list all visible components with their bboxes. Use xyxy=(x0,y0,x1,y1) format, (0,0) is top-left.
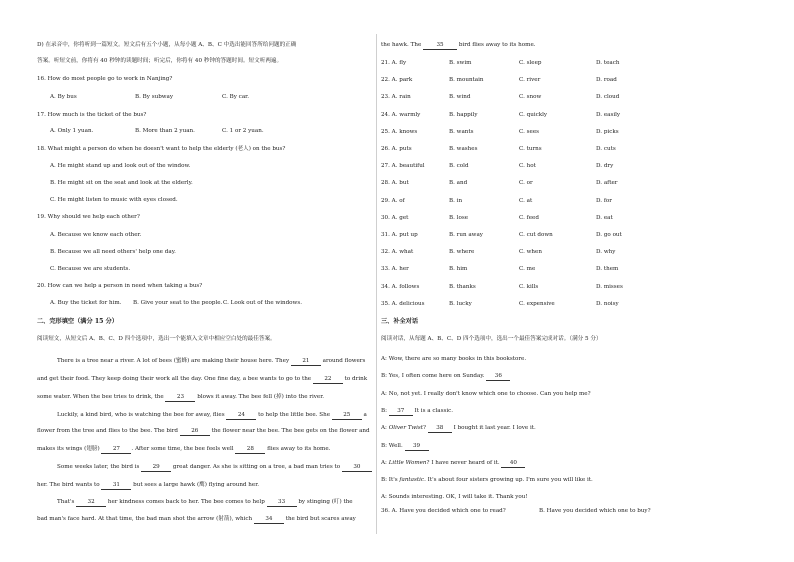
passage-text: the flower near the bee. The bee gets on the flower and xyxy=(209,428,370,434)
q19-option-a: A. Because we know each other. xyxy=(50,232,142,238)
option-31-d: D. go out xyxy=(596,232,622,238)
option-32-d: D. why xyxy=(596,249,616,256)
dialog-line xyxy=(381,460,525,468)
passage-line xyxy=(37,394,324,402)
dialog-text: It is a classic. xyxy=(412,407,454,414)
option-26-a: 26. A. puts xyxy=(381,146,412,152)
option-28-c: C. or xyxy=(519,180,533,187)
passage-line xyxy=(57,358,365,366)
option-21-a: 21. A. fly xyxy=(381,60,407,66)
q36-option-b: B. Have you decided which one to buy? xyxy=(539,508,651,514)
dialog-text: A: Sounds interesting. OK, I will take it. Thank you! xyxy=(381,494,528,501)
question-17-stem: 17. How much is the ticket of the bus? xyxy=(37,112,147,118)
passage-text: to drink xyxy=(342,376,368,382)
blank-30[interactable]: 30 xyxy=(342,464,372,472)
dialog-text: A: No, not yet. I really don't know which one to choose. Can you help me? xyxy=(381,390,591,397)
option-32-a: 32. A. what xyxy=(381,249,414,256)
option-28-b: B. and xyxy=(449,180,468,187)
blank-22[interactable]: 22 xyxy=(313,376,343,384)
passage-text: great danger. As she is sitting on a tree, a bad man tries to xyxy=(171,464,342,470)
passage-line xyxy=(37,428,370,436)
q20-option-c: C. Look out of the windows. xyxy=(223,300,302,306)
question-20-stem: 20. How can we help a person in need when taking a bus? xyxy=(37,283,203,289)
passage-text: to help the little bee. She xyxy=(256,412,332,418)
passage-line xyxy=(37,446,330,454)
option-34-d: D. misses xyxy=(596,283,623,290)
blank-21[interactable]: 21 xyxy=(291,358,321,366)
option-24-b: B. happily xyxy=(449,111,478,118)
blank-29[interactable]: 29 xyxy=(141,464,171,472)
blank-36[interactable]: 36 xyxy=(486,373,510,381)
dialog-text: ? I have never heard of it. xyxy=(426,459,502,466)
passage-text: a xyxy=(361,412,367,418)
dialog-text: B: Yes, I often come here on Sunday. xyxy=(381,373,487,380)
option-27-a: 27. A. beautiful xyxy=(381,163,425,170)
passage-text: but sees a large hawk (鹰) flying around her. xyxy=(131,482,260,488)
option-33-a: 33. A. her xyxy=(381,266,409,273)
passage-line xyxy=(37,376,367,384)
question-19-stem: 19. Why should we help each other? xyxy=(37,214,140,220)
passage-text: some water. When the bee tries to drink, the xyxy=(37,394,166,400)
passage-continuation: the hawk. The 35 bird flies away to its home. xyxy=(381,42,536,48)
option-26-c: C. turns xyxy=(519,146,542,152)
dialog-text: B: It's xyxy=(381,477,400,484)
option-33-c: C. me xyxy=(519,266,536,273)
column-divider xyxy=(376,34,377,534)
q17-option-c: C. 1 or 2 yuan. xyxy=(222,128,264,134)
option-27-d: D. dry xyxy=(596,163,614,170)
option-24-a: 24. A. warmly xyxy=(381,111,421,118)
blank-35[interactable]: 35 xyxy=(423,42,457,50)
blank-31[interactable]: 31 xyxy=(101,482,131,490)
q16-option-a: A. By bus xyxy=(50,94,77,100)
dialog-title-text: Little Women xyxy=(388,459,427,466)
section-2-instructions: 阅读短文，从短文后 A、B、C、D 四个选项中，选出一个能填入文章中相应空白处的最佳答案。 xyxy=(37,336,276,342)
q16-option-b: B. By subway xyxy=(135,94,174,100)
option-25-d: D. picks xyxy=(596,128,619,135)
dialog-title-text: fantastic xyxy=(399,477,425,484)
option-29-b: B. in xyxy=(449,197,463,204)
passage-line xyxy=(57,499,353,507)
blank-40[interactable]: 40 xyxy=(501,460,525,468)
option-28-d: D. after xyxy=(596,180,618,187)
section-3-title: 三、补全对话 xyxy=(381,318,419,325)
option-31-b: B. run away xyxy=(449,232,483,238)
option-22-a: 22. A. park xyxy=(381,77,413,84)
dialog-text: B: xyxy=(381,407,389,414)
passage-text: her. The bird wants to xyxy=(37,482,102,488)
passage-text: blows it away. The bee fell (掉) into the river. xyxy=(195,394,325,400)
dialog-line xyxy=(381,494,528,501)
option-30-a: 30. A. get xyxy=(381,214,409,221)
passage-text: flower from the tree and flies to the bee. The bird xyxy=(37,428,180,434)
q20-option-a: A. Buy the ticket for him. xyxy=(50,300,122,306)
option-30-d: D. eat xyxy=(596,214,613,221)
option-29-d: D. for xyxy=(596,197,612,204)
option-26-b: B. washes xyxy=(449,146,478,152)
option-21-b: B. swim xyxy=(449,60,472,66)
option-34-c: C. kills xyxy=(519,283,539,290)
option-34-a: 34. A. follows xyxy=(381,283,420,290)
option-33-d: D. them xyxy=(596,266,619,273)
blank-25[interactable]: 25 xyxy=(332,412,362,420)
dialog-text: . It's about four sisters growing up. I'm sure you will like it. xyxy=(424,477,593,484)
q20-option-b: B. Give your seat to the people. xyxy=(133,300,223,306)
option-35-b: B. lucky xyxy=(449,300,472,307)
blank-39[interactable]: 39 xyxy=(405,443,429,451)
option-34-b: B. thanks xyxy=(449,283,476,290)
dialog-line xyxy=(381,477,593,484)
blank-26[interactable]: 26 xyxy=(180,428,210,436)
q18-option-c: C. He might listen to music with eyes closed. xyxy=(50,197,178,203)
option-22-b: B. mountain xyxy=(449,77,484,84)
passage-line xyxy=(57,412,367,420)
blank-38[interactable]: 38 xyxy=(428,425,452,433)
blank-28[interactable]: 28 xyxy=(235,446,265,454)
q18-option-a: A. He might stand up and look out of the window. xyxy=(50,163,191,169)
option-29-a: 29. A. of xyxy=(381,197,405,204)
section-3-instructions: 阅读对话，从每题 A、B、C、D 四个选项中，选出一个最佳答案完成对话。（满分 5 分） xyxy=(381,336,602,342)
blank-27[interactable]: 27 xyxy=(101,446,131,454)
blank-23[interactable]: 23 xyxy=(165,394,195,402)
option-32-b: B. where xyxy=(449,249,475,256)
passage-text: and get their food. They keep doing their work all the day. One fine day, a bee wants to go to the xyxy=(37,376,313,382)
option-27-c: C. hot xyxy=(519,163,536,170)
q18-option-b: B. He might sit on the seat and look at the elderly. xyxy=(50,180,193,186)
option-22-d: D. road xyxy=(596,77,617,84)
option-35-c: C. expensive xyxy=(519,300,555,307)
question-16-stem: 16. How do most people go to work in Nanjing? xyxy=(37,76,173,82)
dialog-text: A: Wow, there are so many books in this bookstore. xyxy=(381,356,527,362)
q17-option-a: A. Only 1 yuan. xyxy=(50,128,94,134)
blank-37[interactable]: 37 xyxy=(389,408,413,416)
dialog-line xyxy=(381,356,526,363)
option-26-d: D. cuts xyxy=(596,146,616,152)
option-32-c: C. when xyxy=(519,249,542,256)
dialog-text: B: Well. xyxy=(381,442,405,449)
option-28-a: 28. A. but xyxy=(381,180,409,187)
passage-line xyxy=(57,464,372,472)
q16-option-c: C. By car. xyxy=(222,94,249,100)
option-25-b: B. wants xyxy=(449,128,474,135)
blank-34[interactable]: 34 xyxy=(254,516,284,524)
option-31-a: 31. A. put up xyxy=(381,232,418,238)
option-23-a: 23. A. rain xyxy=(381,94,411,101)
dialog-line xyxy=(381,425,536,433)
q36-option-a: 36. A. Have you decided which one to read? xyxy=(381,508,506,514)
option-25-c: C. sees xyxy=(519,128,539,135)
option-30-c: C. feed xyxy=(519,214,539,221)
passage-text: her kindness comes back to her. The bee comes to help xyxy=(106,499,267,505)
passage-text: makes its wings (翅膀) xyxy=(37,446,102,452)
passage-text: the bird but scares away xyxy=(283,516,356,522)
dialog-text: A: xyxy=(381,459,389,466)
dialog-text: ? xyxy=(423,425,428,432)
dialog-line xyxy=(381,373,510,381)
option-25-a: 25. A. knows xyxy=(381,128,418,135)
passage-text: flies away to its home. xyxy=(265,446,331,452)
option-35-a: 35. A. delicious xyxy=(381,300,425,307)
question-18-stem: 18. What might a person do when he doesn't want to help the elderly (老人) on the bus? xyxy=(37,146,286,152)
passage-text: Luckily, a kind bird, who is watching the bee for away, flies xyxy=(57,412,227,418)
dialog-text: A: xyxy=(381,425,389,432)
passage-line xyxy=(37,482,259,490)
dialog-line xyxy=(381,443,429,451)
option-24-c: C. quickly xyxy=(519,111,548,118)
option-24-d: D. easily xyxy=(596,111,621,118)
q17-option-b: B. More than 2 yuan. xyxy=(135,128,195,134)
listening-instructions-1: D) 在录音中，你将听到一篇短文。短文后有五个小题，从每小题 A、B、C 中选出能回答所给问题的正确 xyxy=(37,42,297,48)
blank-32[interactable]: 32 xyxy=(76,499,106,507)
option-22-c: C. river xyxy=(519,77,541,84)
option-35-d: D. noisy xyxy=(596,300,619,307)
passage-text: bad man's face hard. At that time, the bad man shot the arrow (射箭), which xyxy=(37,516,254,522)
passage-line xyxy=(37,516,356,524)
q19-option-c: C. Because we are students. xyxy=(50,266,131,272)
option-29-c: C. at xyxy=(519,197,533,204)
option-33-b: B. him xyxy=(449,266,468,273)
option-23-c: C. snow xyxy=(519,94,542,101)
option-21-c: C. sleep xyxy=(519,60,542,66)
dialog-line xyxy=(381,408,453,416)
passage-text: . After some time, the bee feels well xyxy=(131,446,236,452)
listening-instructions-2: 答案。听短文前，你将有 40 秒钟的读题时间；听完后，你将有 40 秒钟的答题时间。短文听两遍。 xyxy=(37,58,283,64)
option-27-b: B. cold xyxy=(449,163,469,170)
passage-text: by stinging (叮) the xyxy=(296,499,353,505)
passage-text: around flowers xyxy=(320,358,366,364)
dialog-text: I bought it last year. I love it. xyxy=(451,425,536,432)
option-31-c: C. cut down xyxy=(519,232,553,238)
passage-text: Some weeks later, the bird is xyxy=(57,464,142,470)
option-23-b: B. wind xyxy=(449,94,471,101)
option-23-d: D. cloud xyxy=(596,94,620,101)
option-21-d: D. teach xyxy=(596,60,620,66)
option-30-b: B. lose xyxy=(449,214,469,221)
dialog-line xyxy=(381,391,591,398)
q19-option-b: B. Because we all need others' help one day. xyxy=(50,249,176,255)
passage-text: That's xyxy=(57,499,77,505)
dialog-title-text: Oliver Twist xyxy=(388,425,424,432)
section-2-title: 二、完形填空（满分 15 分） xyxy=(37,318,118,325)
blank-33[interactable]: 33 xyxy=(267,499,297,507)
blank-24[interactable]: 24 xyxy=(226,412,256,420)
passage-text: There is a tree near a river. A lot of bees (蜜蜂) are making their house here. They xyxy=(57,358,291,364)
